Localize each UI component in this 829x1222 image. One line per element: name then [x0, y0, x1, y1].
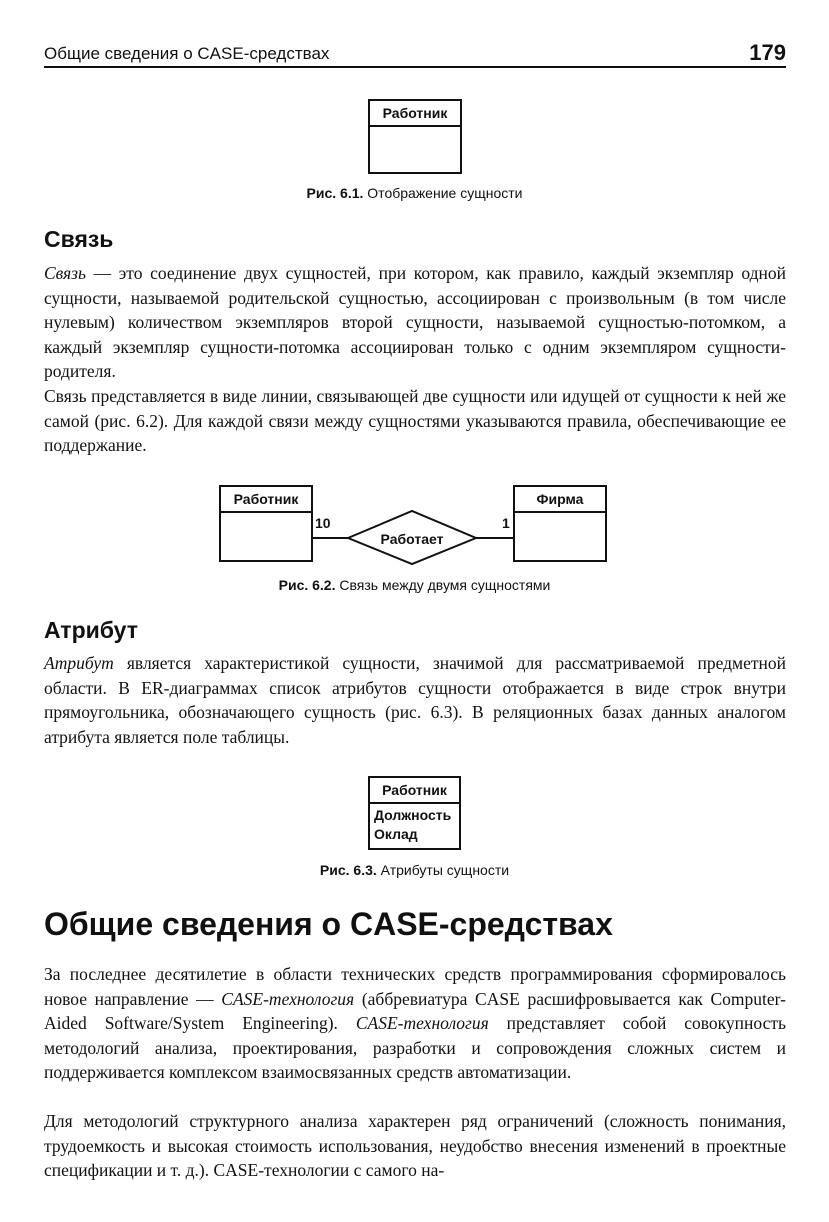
paragraph-case-1-c: представляет собой совокупность методологий анализа, проектирования, разработки и сопровождения сложных систем и поддерживается комплексом взаимосвязанных средств автоматизации. — [44, 1013, 786, 1082]
term-case-technology: CASE-технология — [221, 988, 355, 1009]
fig1-entity — [368, 99, 462, 174]
paragraph-link-1-text: — это соединение двух сущностей, при котором, как правило, каждый экземпляр одной сущности, называемой родительской сущностью, ассоциирован с произвольным (в том числе нулевым) количеством экземпляров второй сущности, называемой сущностью-потомком, а каждый экземпляр сущности-потомка ассоциирован только с одним экземпляром сущности-родителя. — [44, 263, 786, 381]
paragraph-case-2 — [44, 1109, 786, 1183]
term-attribute: Атрибут — [44, 653, 114, 673]
fig1-entity-name: Работник — [370, 101, 460, 127]
fig2-caption-text: Связь между двумя сущностями — [339, 577, 551, 593]
fig2-cardinality-right: 1 — [502, 515, 510, 531]
fig2-diagram — [0, 476, 829, 566]
running-header-title: Общие сведения о CASE-средствах — [44, 44, 330, 63]
fig3-caption-label: Рис. 6.3. — [319, 862, 377, 878]
paragraph-attribute-1 — [44, 651, 786, 749]
fig3-attribute: Должность — [374, 807, 452, 823]
fig1-caption-label: Рис. 6.1. — [306, 185, 364, 201]
fig3-entity-name: Работник — [370, 778, 459, 804]
paragraph-link-2-text: Связь представляется в виде линии, связывающей две сущности или идущей от сущности к ней же самой (рис. 6.2). Для каждой связи между сущностями указываются правила, обеспечивающие ее поддержание. — [44, 386, 786, 455]
fig3-attribute: Оклад — [374, 826, 418, 842]
fig2-caption — [0, 577, 829, 593]
fig2-entity-right-name: Фирма — [515, 487, 605, 513]
term-case-technology: CASE-технология — [355, 1013, 489, 1033]
heading-link: Связь — [44, 226, 114, 252]
fig2-entity-left-name: Работник — [221, 487, 311, 513]
fig3-entity — [368, 776, 461, 850]
fig2-cardinality-left: 10 — [315, 515, 331, 531]
paragraph-case-1 — [44, 962, 786, 1085]
fig3-attribute-list — [370, 804, 459, 846]
running-header — [44, 40, 786, 68]
paragraph-case-1-a: За последнее десятилетие в области технических средств программирования сформировалось новое направление — — [44, 964, 786, 1009]
fig3-caption — [0, 862, 829, 878]
paragraph-attribute-1-text: является характеристикой сущности, значимой для рассматриваемой предметной области. В ER-диаграммах список атрибутов сущности отображается в виде строк внутри прямоугольника, обозначающего сущность (рис. 6.3). В реляционных базах данных аналогом атрибута является поле таблицы. — [44, 653, 786, 747]
page-number: 179 — [749, 40, 786, 65]
term-link: Связь — [44, 263, 86, 283]
fig2-relationship-label: Работает — [380, 531, 444, 547]
fig2-entity-left — [219, 485, 313, 562]
paragraph-link-2 — [44, 384, 786, 458]
fig1-caption-text: Отображение сущности — [367, 185, 523, 201]
paragraph-case-2-text: Для методологий структурного анализа характерен ряд ограничений (сложность понимания, трудоемкость и высокая стоимость использования, неудобство внесения изменений в проектные спецификации и т. д.). CASE-технологии с самого на- — [44, 1111, 786, 1180]
paragraph-link-1 — [44, 261, 786, 384]
heading-attribute: Атрибут — [44, 617, 138, 643]
heading-case: Общие сведения о CASE-средствах — [44, 906, 613, 942]
fig3-caption-text: Атрибуты сущности — [380, 862, 510, 878]
fig1-caption — [0, 185, 829, 201]
paragraph-case-1-b: (аббревиатура CASE расшифровывается как Computer-Aided Software/System Engineering). — [44, 988, 786, 1033]
fig2-caption-label: Рис. 6.2. — [278, 577, 336, 593]
fig2-entity-right — [513, 485, 607, 562]
